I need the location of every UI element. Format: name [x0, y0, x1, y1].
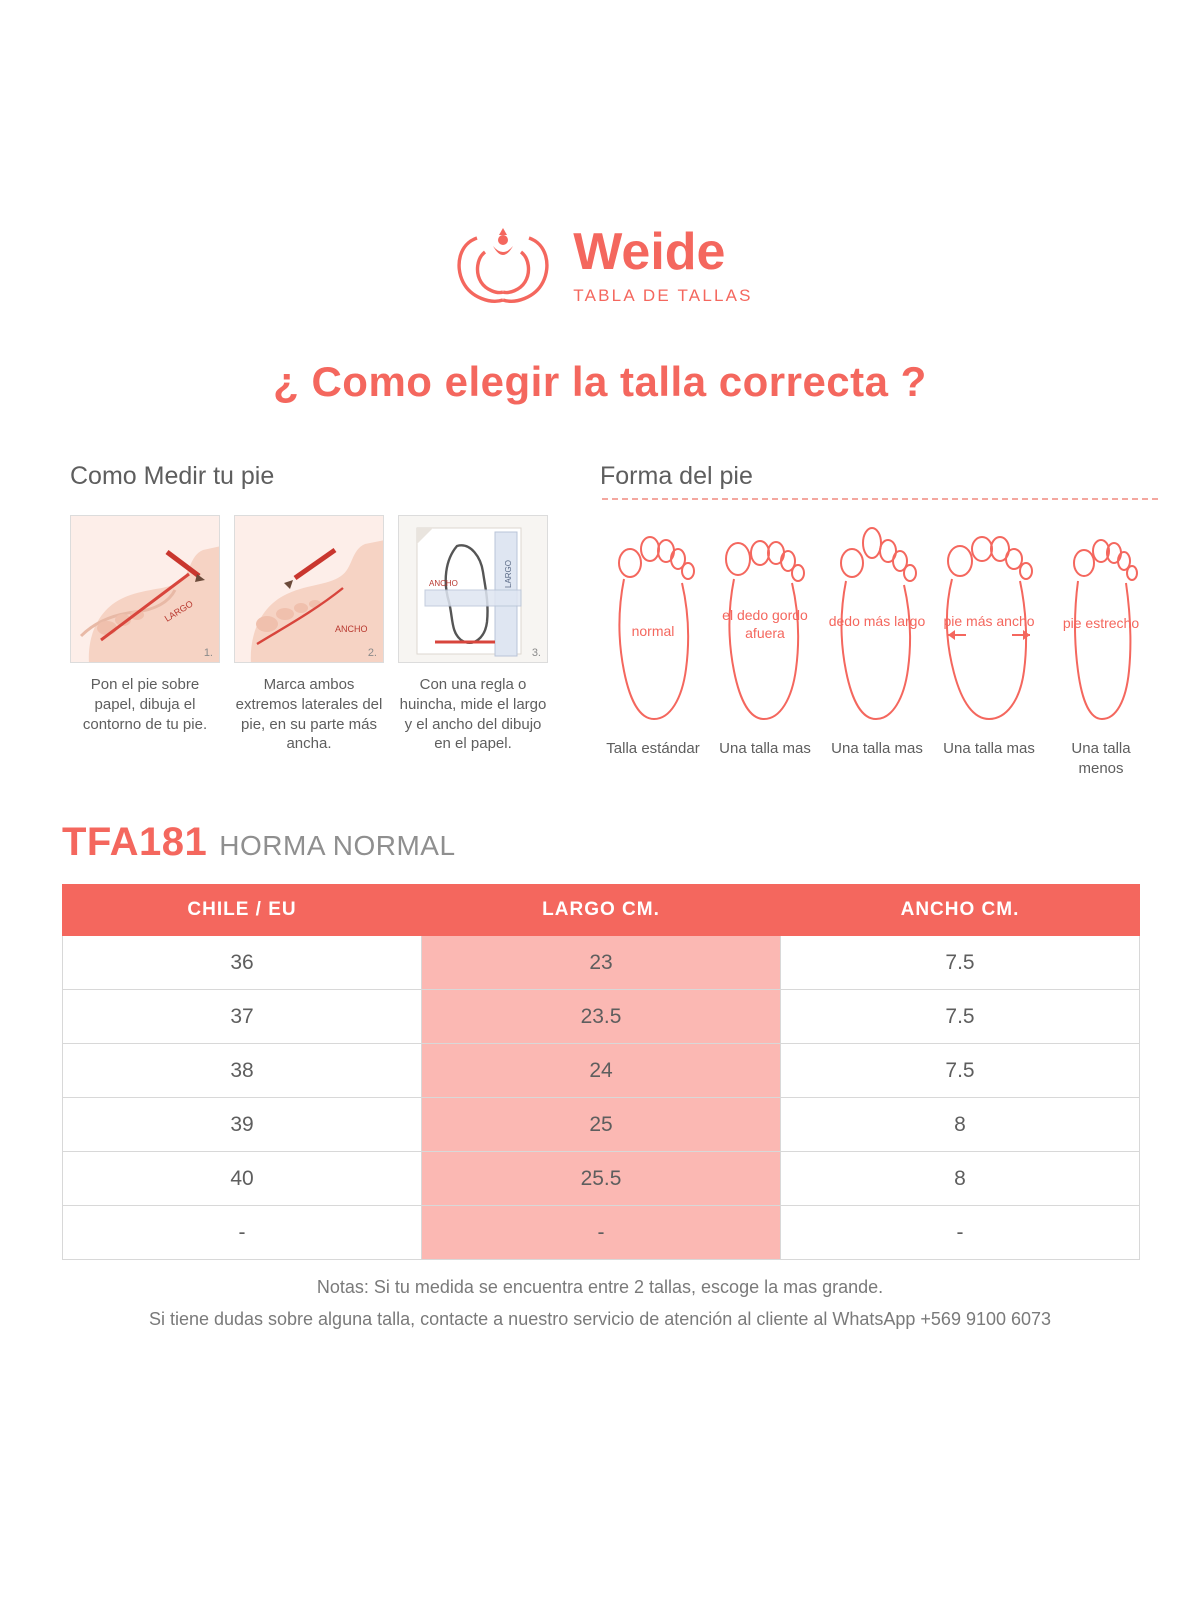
table-header-largo: LARGO CM. — [422, 885, 781, 936]
foot-outline-narrow-icon — [1048, 505, 1154, 733]
foot-shape-label-big-toe-out: el dedo gordo afuera — [722, 607, 808, 641]
measure-step-number-3: 3. — [531, 647, 541, 659]
toe-alignment-dashed-line — [602, 498, 1158, 500]
notes-line-2: Si tiene dudas sobre alguna talla, contacte a nuestro servicio de atención al cliente al WhatsApp +569 9100 6073 — [148, 1308, 1052, 1329]
cell-ancho: 7.5 — [781, 1044, 1140, 1098]
foot-shape-label-narrow: pie estrecho — [1062, 615, 1140, 631]
foot-shape-label-long-toe: dedo más largo — [828, 613, 926, 629]
foot-shape-caption-long-toe: Una talla mas — [831, 740, 923, 757]
cell-size: 38 — [63, 1044, 422, 1098]
brand-header — [0, 218, 1200, 314]
foot-shape-section — [600, 462, 1160, 778]
measure-step-number-1: 1. — [203, 647, 213, 659]
foot-shape-label-normal: normal — [631, 623, 675, 639]
measure-step-caption-3: Con una regla o huincha, mide el largo y el ancho del dibujo en el papel. — [399, 676, 547, 753]
table-row — [63, 1152, 1140, 1206]
table-row — [63, 1044, 1140, 1098]
foot-shape-caption-big-toe-out: Una talla mas — [719, 740, 811, 757]
measure-step-caption-1: Pon el pie sobre papel, dibuja el contorno de tu pie. — [82, 676, 208, 733]
cell-size: 36 — [63, 936, 422, 990]
svg-text:LARGO: LARGO — [162, 598, 195, 624]
model-heading — [62, 820, 456, 865]
measure-photo-row — [70, 515, 550, 663]
foot-shape-item-big-toe-out — [712, 505, 818, 778]
cell-ancho: - — [781, 1206, 1140, 1260]
table-header-chile-eu: CHILE / EU — [63, 885, 422, 936]
brand-name: Weide — [573, 223, 726, 281]
cell-largo: 25 — [422, 1098, 781, 1152]
foot-tracing-illustration-2 — [235, 516, 384, 663]
foot-outline-wide-icon — [936, 505, 1042, 733]
foot-shape-item-normal — [600, 505, 706, 778]
notes-block — [0, 1272, 1200, 1335]
measure-step-photo-2 — [234, 515, 384, 663]
table-header-row — [63, 885, 1140, 936]
table-row — [63, 1206, 1140, 1260]
table-row — [63, 990, 1140, 1044]
measure-step-photo-1 — [70, 515, 220, 663]
notes-line-1: Notas: Si tu medida se encuentra entre 2 tallas, escoge la mas grande. — [316, 1277, 884, 1297]
foot-shape-label-wide: pie más ancho — [943, 613, 1035, 629]
cell-size: 40 — [63, 1152, 422, 1206]
foot-outline-big-toe-out-icon — [712, 505, 818, 733]
svg-text:LARGO: LARGO — [504, 559, 513, 588]
foot-shape-caption-narrow: Una talla menos — [1071, 740, 1131, 777]
table-header-ancho: ANCHO CM. — [781, 885, 1140, 936]
cell-largo: 23 — [422, 936, 781, 990]
svg-text:ANCHO: ANCHO — [335, 624, 368, 634]
page-title: ¿ Como elegir la talla correcta ? — [273, 358, 927, 405]
foot-outline-long-toe-icon — [824, 505, 930, 733]
size-table — [62, 884, 1140, 1260]
brand-text — [573, 223, 753, 306]
cell-largo: 25.5 — [422, 1152, 781, 1206]
cell-ancho: 8 — [781, 1152, 1140, 1206]
cell-largo: - — [422, 1206, 781, 1260]
foot-outline-normal-icon — [600, 505, 706, 733]
foot-shape-caption-wide: Una talla mas — [943, 740, 1035, 757]
table-row — [63, 1098, 1140, 1152]
cell-largo: 23.5 — [422, 990, 781, 1044]
cell-size: 37 — [63, 990, 422, 1044]
measure-step-photo-3 — [398, 515, 548, 663]
ruler-measure-illustration-3 — [399, 516, 548, 663]
brand-subtitle: TABLA DE TALLAS — [573, 286, 753, 305]
svg-text:ANCHO: ANCHO — [429, 579, 458, 588]
foot-tracing-illustration-1 — [71, 516, 220, 663]
weide-logo-icon — [447, 218, 559, 314]
foot-shape-row — [600, 505, 1160, 778]
cell-ancho: 7.5 — [781, 990, 1140, 1044]
measure-step-number-2: 2. — [367, 647, 377, 659]
cell-largo: 24 — [422, 1044, 781, 1098]
measure-caption-row — [70, 675, 550, 754]
measure-step-caption-2: Marca ambos extremos laterales del pie, en su parte más ancha. — [235, 676, 383, 753]
table-row — [63, 936, 1140, 990]
foot-shape-item-long-toe — [824, 505, 930, 778]
foot-shape-item-narrow — [1048, 505, 1154, 778]
foot-shape-item-wide — [936, 505, 1042, 778]
cell-ancho: 8 — [781, 1098, 1140, 1152]
cell-size: - — [63, 1206, 422, 1260]
how-to-measure-heading: Como Medir tu pie — [70, 462, 275, 490]
cell-size: 39 — [63, 1098, 422, 1152]
model-code: TFA181 — [62, 820, 208, 864]
foot-shape-heading: Forma del pie — [600, 462, 753, 490]
model-last-type: HORMA NORMAL — [219, 830, 456, 861]
foot-shape-caption-normal: Talla estándar — [606, 740, 700, 757]
cell-ancho: 7.5 — [781, 936, 1140, 990]
how-to-measure-section — [70, 462, 550, 754]
